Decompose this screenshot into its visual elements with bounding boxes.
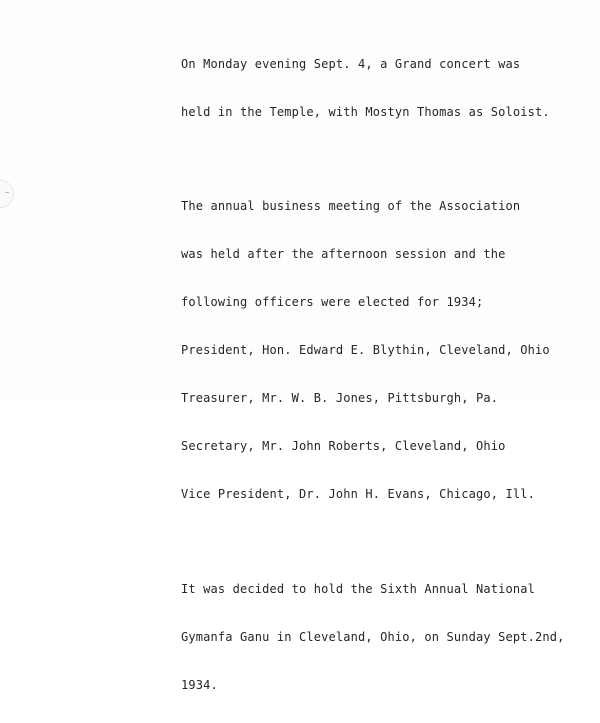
text-line: was held after the afternoon session and the [181, 247, 506, 261]
paragraph-spacer [181, 532, 591, 551]
paragraph-spacer [181, 150, 591, 168]
text-line: 1934. [181, 678, 218, 692]
punch-hole-mark [0, 180, 14, 208]
document-body [181, 26, 591, 723]
text-line: following officers were elected for 1934; [181, 295, 484, 309]
paragraph-business-meeting [181, 168, 591, 532]
punch-hole-shadow [5, 192, 9, 193]
text-line: On Monday evening Sept. 4, a Grand concert was [181, 57, 521, 71]
officer-president: President, Hon. Edward E. Blythin, Cleveland, Ohio [181, 343, 550, 357]
officer-vice-president: Vice President, Dr. John H. Evans, Chicago, Ill. [181, 487, 535, 501]
officer-treasurer: Treasurer, Mr. W. B. Jones, Pittsburgh, Pa. [181, 391, 499, 405]
paragraph-gymanfa-ganu [181, 551, 591, 723]
text-line: It was decided to hold the Sixth Annual National [181, 582, 535, 596]
paragraph-concert [181, 26, 591, 150]
text-line: held in the Temple, with Mostyn Thomas as Soloist. [181, 105, 550, 119]
officer-secretary: Secretary, Mr. John Roberts, Cleveland, Ohio [181, 439, 506, 453]
text-line: Gymanfa Ganu in Cleveland, Ohio, on Sunday Sept.2nd, [181, 630, 565, 644]
text-line: The annual business meeting of the Association [181, 199, 521, 213]
